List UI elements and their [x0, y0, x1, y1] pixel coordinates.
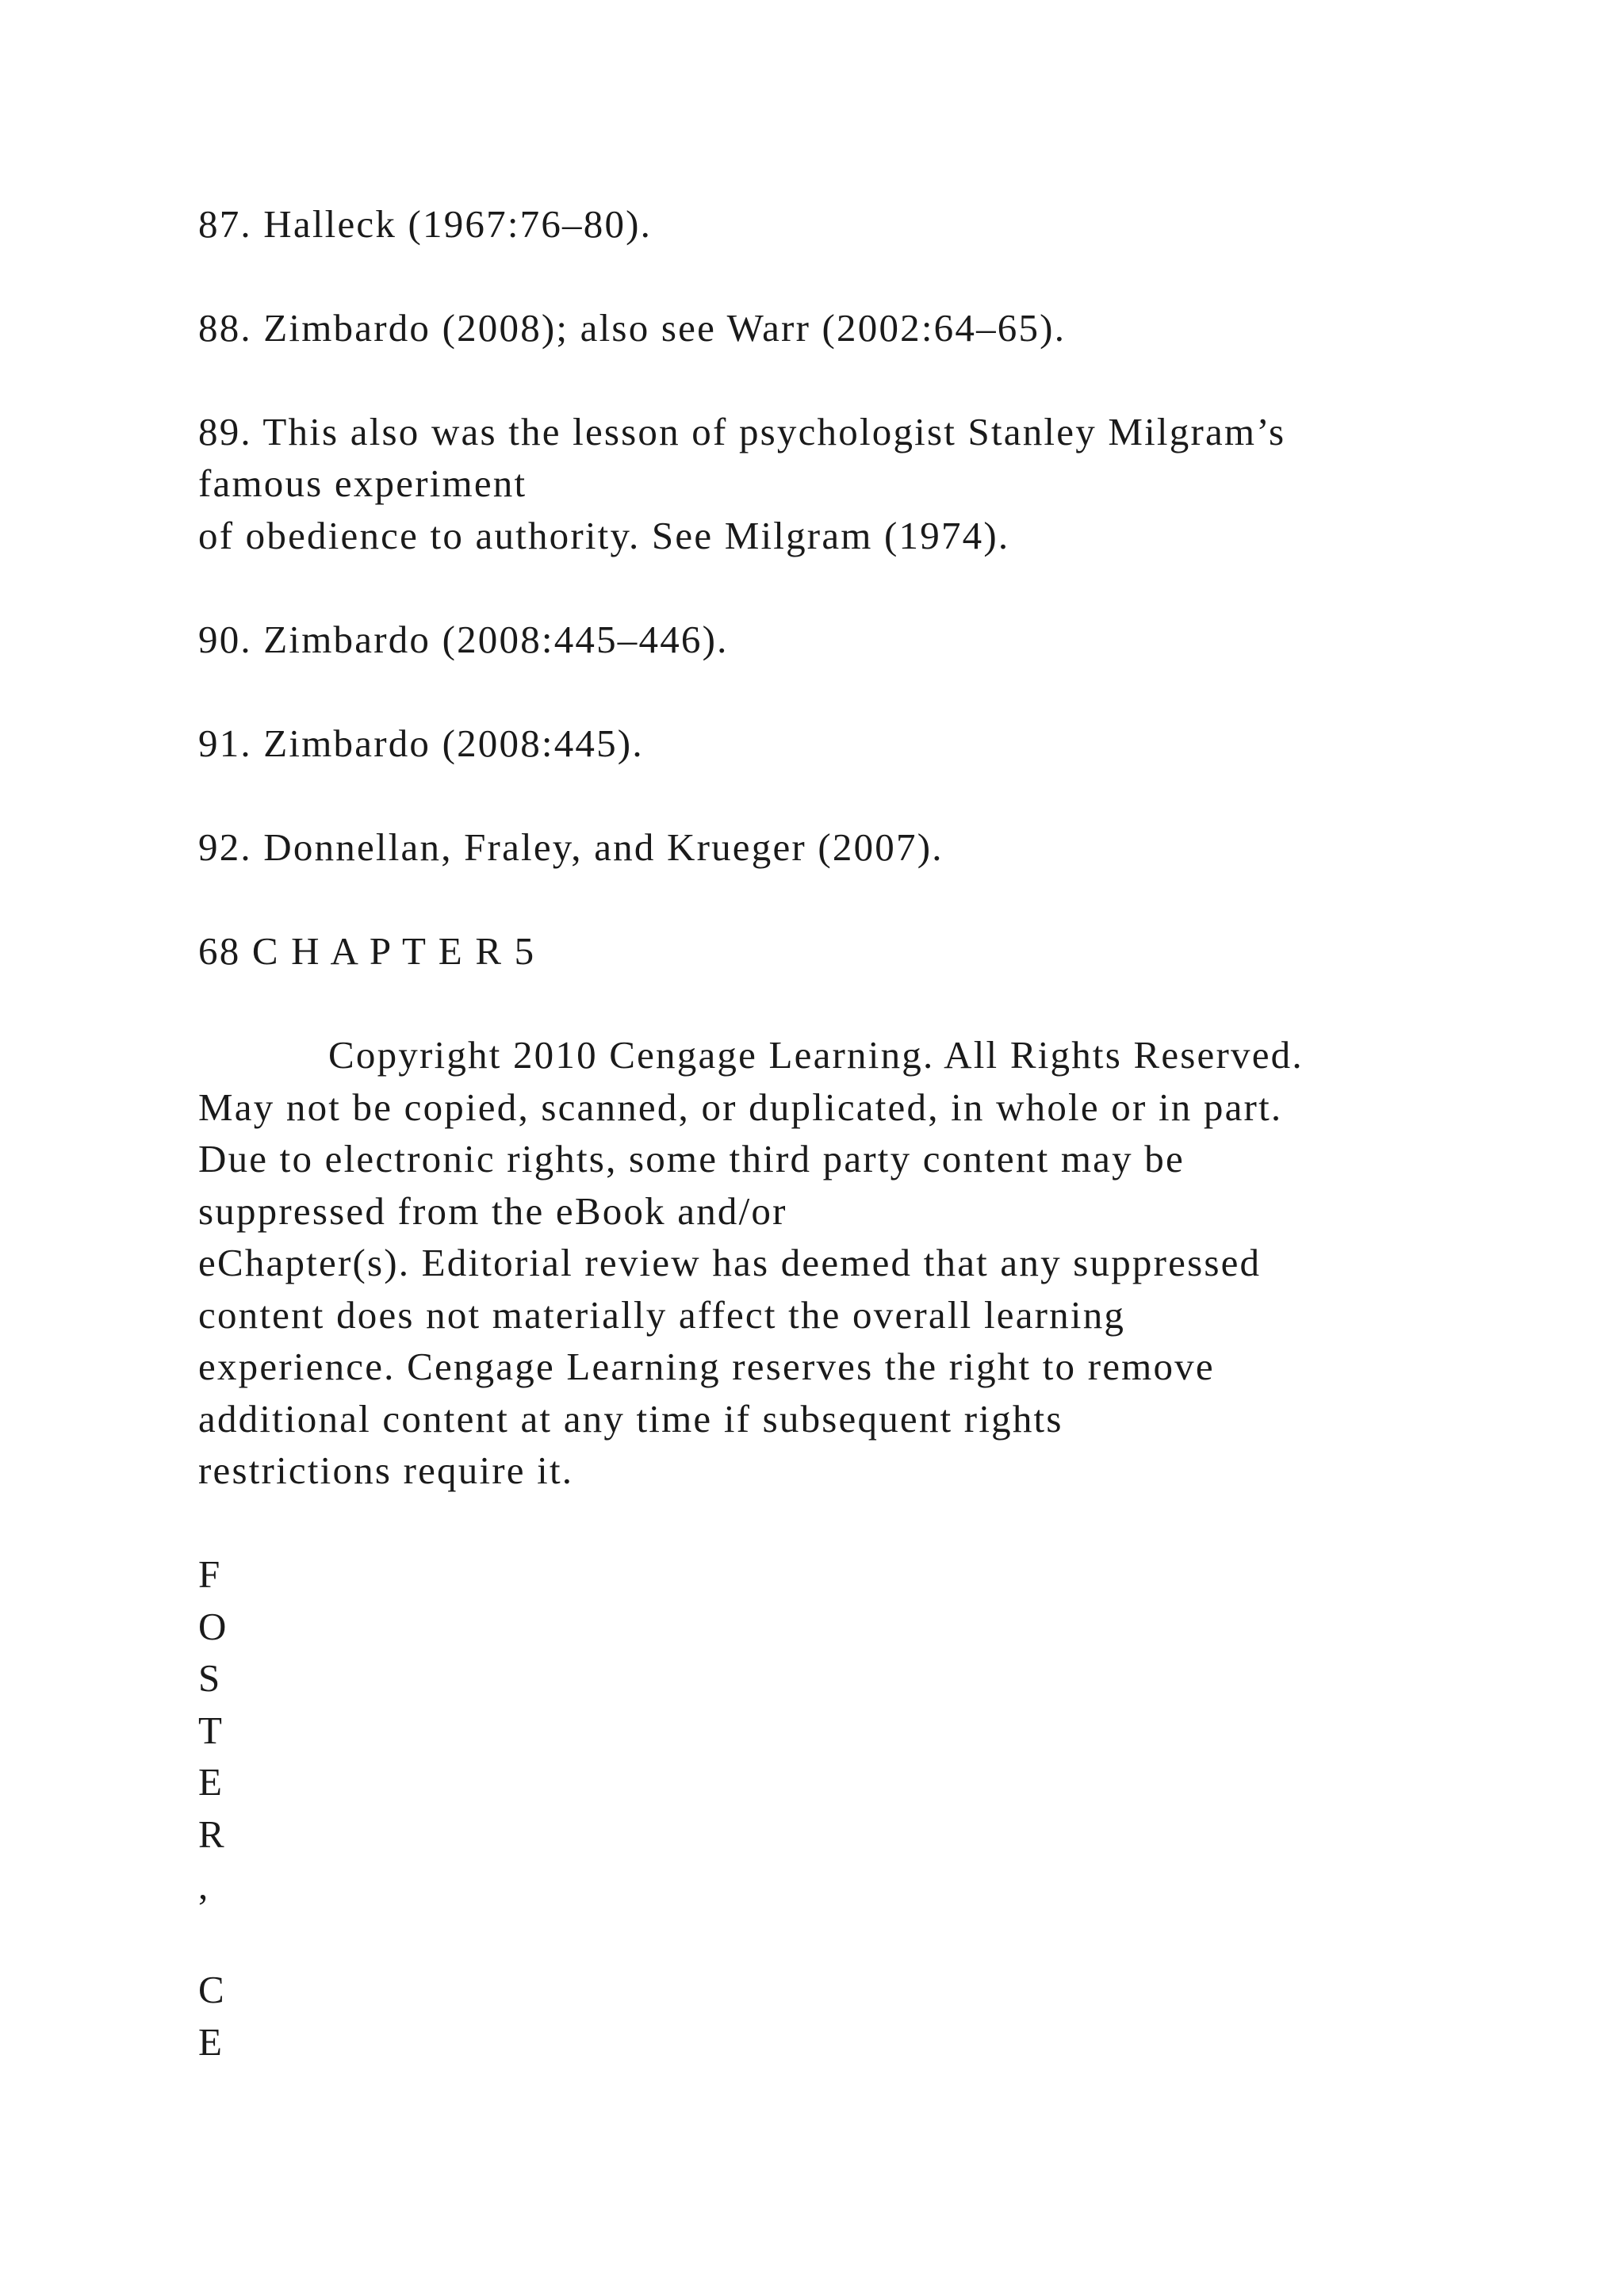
- copyright-line-7: experience. Cengage Learning reserves the right to remove: [198, 1345, 1215, 1388]
- vertical-letter: C: [198, 1968, 226, 2011]
- footnote-90: 90. Zimbardo (2008:445–446).: [198, 618, 729, 661]
- footnote-91: 91. Zimbardo (2008:445).: [198, 721, 644, 765]
- vertical-letter: E: [198, 1760, 224, 1804]
- copyright-line-1: Copyright 2010 Cengage Learning. All Rights Reserved.: [328, 1033, 1304, 1077]
- footnote-89-line-2: famous experiment: [198, 461, 527, 505]
- vertical-letter: E: [198, 2020, 224, 2064]
- footnote-92: 92. Donnellan, Fraley, and Krueger (2007).: [198, 825, 944, 869]
- footnote-88: 88. Zimbardo (2008); also see Warr (2002:64–65).: [198, 306, 1067, 350]
- vertical-letter: R: [198, 1812, 226, 1856]
- copyright-line-5: eChapter(s). Editorial review has deemed that any suppressed: [198, 1241, 1262, 1284]
- footnote-89-line-1: 89. This also was the lesson of psychologist Stanley Milgram’s: [198, 410, 1286, 453]
- footnote-87: 87. Halleck (1967:76–80).: [198, 202, 653, 246]
- running-footer: 68 C H A P T E R 5: [198, 929, 536, 973]
- footnote-89-line-3: of obedience to authority. See Milgram (1974).: [198, 514, 1010, 557]
- copyright-line-6: content does not materially affect the overall learning: [198, 1293, 1126, 1337]
- copyright-line-3: Due to electronic rights, some third party content may be: [198, 1137, 1185, 1181]
- vertical-letter: O: [198, 1605, 228, 1648]
- copyright-line-2: May not be copied, scanned, or duplicated, in whole or in part.: [198, 1085, 1283, 1129]
- vertical-letter: T: [198, 1709, 224, 1752]
- copyright-line-4: suppressed from the eBook and/or: [198, 1189, 787, 1233]
- vertical-letter: ,: [198, 1864, 210, 1908]
- copyright-line-8: additional content at any time if subsequent rights: [198, 1397, 1063, 1441]
- vertical-letter: F: [198, 1552, 222, 1596]
- vertical-letter: S: [198, 1656, 222, 1700]
- copyright-line-9: restrictions require it.: [198, 1448, 574, 1492]
